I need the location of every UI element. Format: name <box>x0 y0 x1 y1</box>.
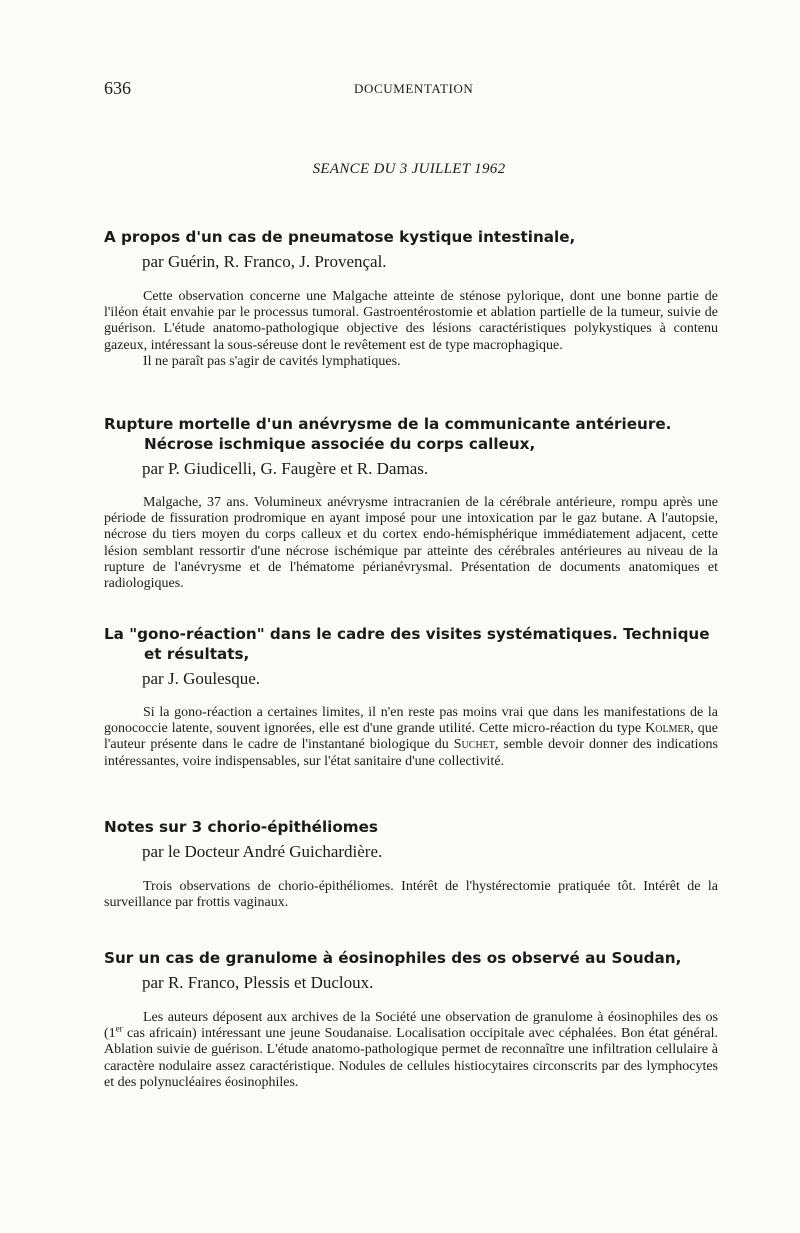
article-title <box>104 817 718 837</box>
article-title-line: La "gono-réaction" dans le cadre des visites systématiques. Technique <box>104 625 710 643</box>
abstract-paragraph: Trois observations de chorio-épithéliomes. Intérêt de l'hystérectomie pratiquée tôt. Intérêt de la surveillance par frottis vaginaux. <box>104 879 718 911</box>
article-authors: par R. Franco, Plessis et Ducloux. <box>142 973 374 992</box>
article-authors: par P. Giudicelli, G. Faugère et R. Damas. <box>142 459 429 478</box>
article-abstract <box>104 705 718 770</box>
page-number: 636 <box>104 78 131 98</box>
session-heading: SEANCE DU 3 JUILLET 1962 <box>312 161 506 177</box>
abstract-text: cas africain) intéressant une jeune Soudanaise. Localisation occipitale avec céphalées. Bon état général. Ablation suivie de guérison. L'étude anatomo-pathologique permet de reconnaître une infiltration cellulaire à caractère nodulaire assez caractéristique. Nodules de cellules histiocytaires circonscrits par des lymphocytes et des polynucléaires éosinophiles. <box>104 1026 718 1090</box>
article-gono-reaction <box>104 624 718 770</box>
article-abstract <box>104 1010 718 1091</box>
superscript: er <box>115 1023 123 1034</box>
abstract-text: , semble devoir donner des indications intéressantes, voire indispensables, sur l'état sanitaire d'une collectivité. <box>104 737 718 769</box>
article-abstract <box>104 495 718 592</box>
article-abstract <box>104 879 718 911</box>
article-title-line: Nécrose ischmique associée du corps calleux, <box>144 435 536 453</box>
article-title-line: et résultats, <box>144 645 250 663</box>
article-title <box>104 227 718 247</box>
article-anevrysme <box>104 414 718 592</box>
abstract-paragraph: Il ne paraît pas s'agir de cavités lymphatiques. <box>143 353 401 369</box>
article-authors: par Guérin, R. Franco, J. Provençal. <box>142 252 387 271</box>
article-title-line: Rupture mortelle d'un anévrysme de la communicante antérieure. <box>104 415 672 433</box>
abstract-text: , que l'auteur présente dans le cadre de l'instantané biologique du <box>104 721 718 753</box>
author-name: Kolmer <box>645 721 691 737</box>
abstract-paragraph: Cette observation concerne une Malgache atteinte de sténose pylorique, dont une bonne partie de l'iléon était envahie par le processus tumoral. Gastroentérostomie et ablation partielle de la tumeur, suivie de guérison. L'étude anatomo-pathologique objective des lésions caractéristiques polykystiques à contenu gazeux, intéressant la sous-séreuse dont le revêtement est de type macrophagique. <box>104 289 718 353</box>
article-title-line: Notes sur 3 chorio-épithéliomes <box>104 818 378 836</box>
abstract-text: Si la gono-réaction a certaines limites, il n'en reste pas moins vrai que dans les manifestations de la gonococcie latente, souvent ignorées, elle est d'une grande utilité. Cette micro-réaction du type <box>104 705 718 737</box>
abstract-paragraph <box>104 1010 718 1091</box>
abstract-paragraph: Malgache, 37 ans. Volumineux anévrysme intracranien de la cérébrale antérieure, rompu après une période de fissuration prodromique en ayant imposé pour une intoxication par le gaz butane. A l'autopsie, nécrose du tiers moyen du corps calleux et du cortex endo-hémisphérique immédiatement adjacent, cette lésion semblant ressortir d'une nécrose ischémique par atteinte des cérébrales antérieures au niveau de la rupture de l'anévrysme et de l'hématome périanévrysmal. Présentation de documents anatomiques et radiologiques. <box>104 495 718 592</box>
article-authors: par le Docteur André Guichardière. <box>142 842 383 861</box>
article-pneumatose <box>104 227 718 370</box>
abstract-text: Les auteurs déposent aux archives de la Société une observation de granulome à éosinophiles des os (1 <box>104 1010 718 1042</box>
abstract-paragraph <box>104 705 718 770</box>
article-title <box>104 948 718 968</box>
page-header <box>104 78 724 100</box>
article-title <box>104 414 718 454</box>
running-head: DOCUMENTATION <box>354 81 474 96</box>
article-granulome <box>104 948 718 1091</box>
article-title-line: A propos d'un cas de pneumatose kystique intestinale, <box>104 228 576 246</box>
article-title-line: Sur un cas de granulome à éosinophiles des os observé au Soudan, <box>104 949 682 967</box>
article-authors: par J. Goulesque. <box>142 669 261 688</box>
article-title <box>104 624 718 664</box>
author-name: Suchet <box>453 737 495 753</box>
article-abstract <box>104 289 718 370</box>
article-chorio-epitheliomes <box>104 817 718 911</box>
